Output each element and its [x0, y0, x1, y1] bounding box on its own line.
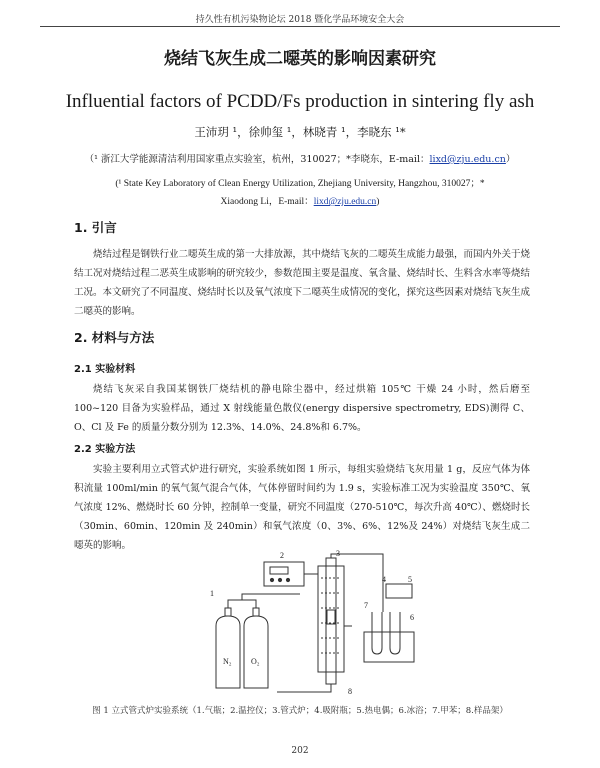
- controller-display: [270, 567, 288, 574]
- subsection-heading-materials: 2.1 实验材料: [74, 364, 136, 375]
- affiliation-en-line1: (¹ State Key Laboratory of Clean Energy Utilization, Zhejiang University, Hangzhou, 310027；*: [115, 179, 485, 189]
- gas-inlet-line: [277, 684, 331, 692]
- affiliation-en-contact: Xiaodong Li，E-mail：: [220, 197, 314, 207]
- affiliation-english: [0, 175, 600, 211]
- affiliation-cn-text: （¹ 浙江大学能源清洁利用国家重点实验室，杭州，310027；*李晓东，E-mail：: [84, 154, 430, 165]
- gas-line: [228, 594, 300, 608]
- intro-paragraph: 烧结过程是钢铁行业二噁英生成的第一大排放源，其中烧结飞灰的二噁英生成能力最强，而国内外关于烧结工况对烧结过程二恶英生成影响的研究较少，参数范围主要是温度、氧含量、烧结时长、生料含水率等烧结工况。本文研究了不同温度、烧结时长以及氧气浓度下二噁英生成情况的变化，探究这些因素对烧结飞灰生成二噁英的影响。: [74, 249, 531, 317]
- title-chinese: 烧结飞灰生成二噁英的影响因素研究: [164, 49, 436, 69]
- subsection-heading-methods: 2.2 实验方法: [74, 444, 136, 455]
- tube-furnace: [318, 566, 344, 672]
- section-heading-methods: 2. 材料与方法: [74, 330, 155, 345]
- nitrogen-valve: [225, 608, 231, 616]
- outlet-line: [331, 554, 383, 594]
- callout-6: 6: [410, 613, 414, 622]
- sample-holder: [327, 610, 335, 624]
- header-rule: [40, 26, 560, 27]
- methods-paragraph: 实验主要利用立式管式炉进行研究，实验系统如图 1 所示，每组实验烧结飞灰用量 1 g，反应气体为体积流量 100ml/min 的氧气氮气混合气体，气体停留时间约为 1.9 s，实验标准工况为实验温度 350℃、氧气浓度 12%、燃烧时长 60 分钟，控制单一变量，研究不同温度（270-510℃，每次升高 40℃）、燃烧时长（30min、60min、120min 及 240min）和氧气浓度（0、3%、6%、12%及 24%）对烧结飞灰生成二噁英的影响。: [74, 464, 530, 551]
- author-list: 王沛玥 ¹，徐帅玺 ¹，林晓青 ¹，李晓东 ¹*: [194, 125, 406, 139]
- callout-4: 4: [382, 575, 386, 584]
- oxygen-label: O₂: [251, 657, 260, 666]
- callout-1: 1: [210, 589, 214, 598]
- callout-2: 2: [280, 551, 284, 560]
- thermocouple-box: [386, 584, 412, 598]
- title-english: Influential factors of PCDD/Fs production in sintering fly ash: [65, 91, 535, 112]
- materials-paragraph: 烧结飞灰采自我国某钢铁厂烧结机的静电除尘器中，经过烘箱 105℃ 干燥 24 小时，然后磨至 100~120 目备为实验样品，通过 X 射线能量色散仪(energy dispersive spectrometry, EDS)测得 C、O、Cl 及 Fe 的质量分数分别为 12.3%、14.0%、24.8%和 6.7%。: [74, 384, 530, 433]
- affiliation-cn-close: ）: [505, 154, 516, 165]
- email-link-cn[interactable]: lixd@zju.edu.cn: [429, 154, 506, 165]
- callout-8: 8: [348, 687, 352, 696]
- experimental-system-figure: [186, 548, 422, 698]
- oxygen-valve: [253, 608, 259, 616]
- oxygen-cylinder: [244, 616, 268, 688]
- section-heading-intro: 1. 引言: [74, 220, 117, 235]
- affiliation-en-close: ): [376, 197, 380, 207]
- absorption-bottle-2: [390, 612, 400, 654]
- callout-7: 7: [364, 601, 368, 610]
- nitrogen-label: N₂: [223, 657, 232, 666]
- page-number: 202: [291, 746, 309, 756]
- email-link-en[interactable]: lixd@zju.edu.cn: [313, 197, 377, 207]
- affiliation-en-line2: [0, 193, 600, 211]
- callout-3: 3: [336, 549, 340, 558]
- callout-5: 5: [408, 575, 412, 584]
- figure-caption: 图 1 立式管式炉实验系统（1.气瓶；2.温控仪；3.管式炉；4.吸附瓶；5.热电偶；6.冰浴；7.甲苯；8.样品架）: [92, 706, 508, 716]
- nitrogen-cylinder: [216, 616, 240, 688]
- absorption-bottle-1: [372, 612, 382, 654]
- affiliation-chinese: [0, 151, 600, 165]
- running-header: 持久性有机污染物论坛 2018 暨化学品环境安全大会: [195, 15, 405, 25]
